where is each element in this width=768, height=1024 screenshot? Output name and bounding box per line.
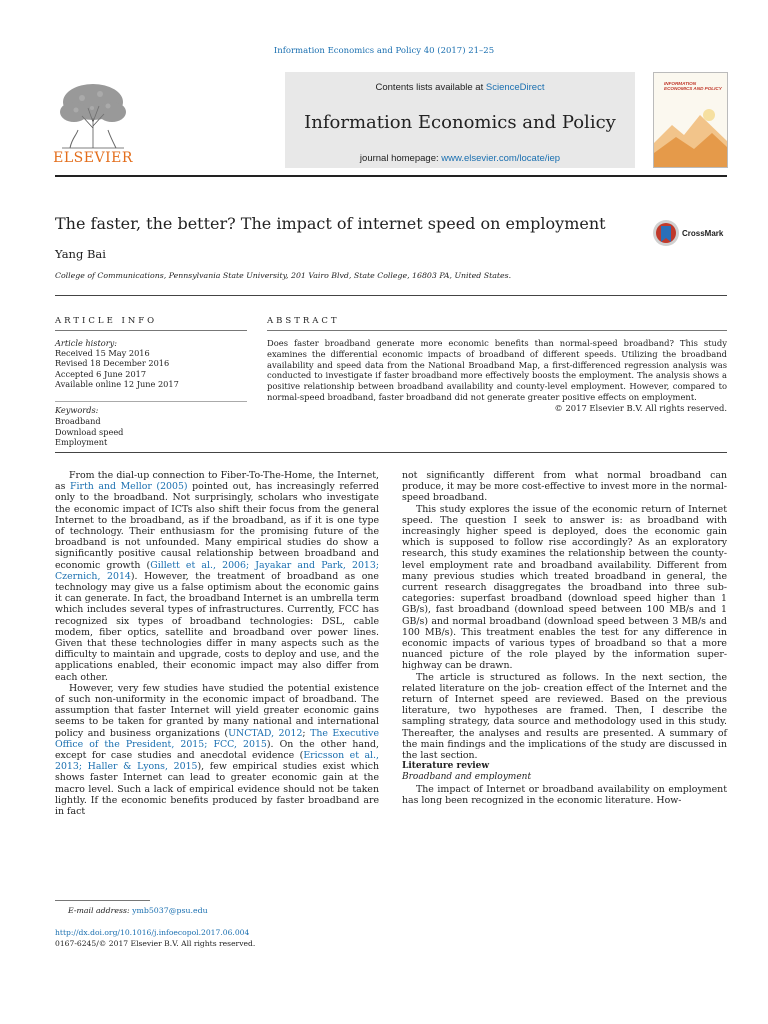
text-run: ; [302, 727, 311, 739]
citation-link[interactable]: Firth and Mellor (2005) [69, 481, 188, 493]
citation-link[interactable]: Ericsson et al., 2013; Haller & Lyons, 2015 [55, 750, 379, 773]
keyword-item: Employment [55, 437, 108, 448]
history-online: Available online 12 June 2017 [55, 378, 179, 389]
citation-link[interactable]: Gillett et al., 2006; Jayakar and Park, 2013; Czernich, 2014 [55, 559, 379, 582]
abstract-copyright: © 2017 Elsevier B.V. All rights reserved. [554, 402, 727, 413]
history-rule [55, 401, 247, 402]
text-run: ). On the other hand, except for case studies and anecdotal evidence ( [55, 738, 379, 762]
abstract-rule [267, 330, 727, 331]
article-info-rule [55, 330, 247, 331]
issn-copyright: 0167-6245/© 2017 Elsevier B.V. All rights reserved. [55, 939, 256, 948]
footnote-rule [55, 900, 150, 901]
body-paragraph: The impact of Internet or broadband availability on employment has long been recognized in the economic literature. How- [402, 783, 727, 806]
keyword-item: Broadband [55, 415, 101, 426]
body-paragraph: not significantly different from what normal broadband can produce, it may be more cost-effective to invest more in the normal-speed broadband. [402, 470, 727, 504]
journal-homepage-link[interactable]: www.elsevier.com/locate/iep [441, 153, 561, 164]
journal-cover-thumbnail[interactable] [653, 72, 728, 168]
email-link[interactable]: ymb5037@psu.edu [132, 906, 208, 915]
author-affiliation: College of Communications, Pennsylvania State University, 201 Vairo Blvd, State College, 16803 PA, United States. [55, 271, 512, 280]
body-paragraph [55, 683, 379, 817]
article-title: The faster, the better? The impact of internet speed on employment [55, 214, 606, 233]
journal-citation[interactable]: Information Economics and Policy 40 (2017) 21–25 [273, 46, 495, 56]
crossmark-icon [652, 218, 680, 248]
article-history [55, 338, 247, 389]
history-label: Article history: [55, 338, 117, 348]
crossmark-label[interactable]: CrossMark [682, 229, 724, 238]
section-heading: Literature review [402, 761, 490, 772]
article-info-heading: ARTICLE INFO [55, 316, 158, 326]
abstract-heading: ABSTRACT [267, 316, 340, 326]
sciencedirect-link[interactable]: ScienceDirect [485, 82, 545, 93]
elsevier-wordmark: ELSEVIER [53, 150, 133, 166]
text-run: ), few empirical studies exist which shows faster Internet can lead to greater economic gain at the macro level. Such a lack of empirical evidence should not be taken lightly. If the economic benefits produced by faster broadband are in fact [55, 761, 379, 818]
body-column-right [402, 470, 727, 806]
front-matter-rule [55, 452, 727, 453]
homepage-prefix: journal homepage: [359, 153, 442, 164]
email-label: E-mail address: [68, 906, 133, 915]
text-run: pointed out, has increasingly referred only to the broadband. Not surprisingly, scholars who investigate the economic impact of ICTs also shift their focus from the general Internet to the broadband, as if the broadband, as if it is one type of technology. Their enthusiasm for the promising future of the broadband is not unfounded. Many empirical studies do show a significantly positive causal relationship between broadband and economic growth ( [55, 481, 379, 571]
citation-link[interactable]: The Executive Office of the President, 2015; FCC, 2015 [55, 727, 379, 750]
text-run: However, very few studies have studied the potential existence of such non-uniformity in the economic impact of broadband. The assumption that faster Internet will yield greater economic gains seems to be taken for granted by many national and international policy and business organizations ( [55, 682, 379, 739]
citation-link[interactable]: UNCTAD, 2012 [228, 727, 303, 739]
keyword-item: Download speed [55, 426, 124, 437]
body-paragraph: This study explores the issue of the economic return of Internet speed. The question I seek to answer is: as broadband with increasingly higher speed is deployed, does the economic gain which is supposed to follow rise accordingly? As an exploratory research, this study examines the relationship between the county-level employment rate and broadband availability. Different from many previous studies which treated broadband in general, the current research disaggregates the broadband into three sub-categories: superfast broadband (download speed higher than 1 GB/s), fast broadband (download speed between 100 MB/s and 1 GB/s) and normal broadband (download speed between 3 MB/s and 100 MB/s). This treatment enables the test for any difference in economic impacts of various types of broadband so that a more nuanced picture of the role played by the information super-highway can be drawn. [402, 503, 727, 672]
text-run: From the dial-up connection to Fiber-To-The-Home, the Internet, as [55, 470, 379, 493]
doi-link[interactable]: http://dx.doi.org/10.1016/j.infoecopol.2017.06.004 [55, 928, 250, 937]
contents-prefix: Contents lists available at [375, 82, 486, 93]
keywords-label: Keywords: [55, 405, 99, 415]
history-accepted: Accepted 6 June 2017 [55, 368, 147, 379]
body-paragraph [55, 470, 379, 683]
abstract-body [267, 338, 727, 414]
author-name: Yang Bai [55, 247, 106, 261]
contents-line [285, 82, 635, 93]
title-rule [55, 295, 727, 296]
history-revised: Revised 18 December 2016 [55, 358, 170, 369]
keywords [55, 405, 247, 448]
cover-title: INFORMATION ECONOMICS AND POLICY [664, 81, 722, 92]
body-column-left [55, 470, 379, 817]
history-received: Received 15 May 2016 [55, 348, 150, 359]
header-rule [55, 175, 727, 177]
text-run: ). However, the treatment of broadband as one technology may give us a false optimism about the economic gains it can generate. In fact, the broadband Internet is an umbrella term which includes several types of infrastructures. Currently, FCC has recognized six types of broadband technologies: DSL, cable modem, fiber optics, satellite and broadband over power lines. Given that these technologies differ in many aspects such as the difficulty to maintain and upgrade, costs to deploy and use, and the applications enabled, their economic impact may also differ from each other. [55, 570, 379, 683]
author-email-footnote [68, 906, 208, 915]
subsection-heading: Broadband and employment [402, 772, 532, 783]
journal-homepage-line [285, 153, 635, 164]
journal-title: Information Economics and Policy [304, 112, 616, 133]
abstract-text: Does faster broadband generate more economic benefits than normal-speed broadband? This study examines the differential economic impacts of broadband of different speeds. Utilizing the broadband availability and speed data from the National Broadband Map, a first-differenced regression analysis was conducted to investigate if faster broadband more effectively boosts the employment. The analysis shows a positive relationship between broadband availability and county-level employment. However, compared to normal-speed broadband, faster broadband did not generate greater positive effects on employment. [267, 338, 727, 402]
body-paragraph: The article is structured as follows. In the next section, the related literature on the job- creation effect of the Internet and the return of Internet speed are reviewed. Based on the previous literature, two hypotheses are framed. Then, I describe the sampling strategy, data source and methodology used in this study. Thereafter, the analyses and results are presented. A summary of the main findings and the implications of the study are discussed in the last section. [402, 671, 727, 762]
